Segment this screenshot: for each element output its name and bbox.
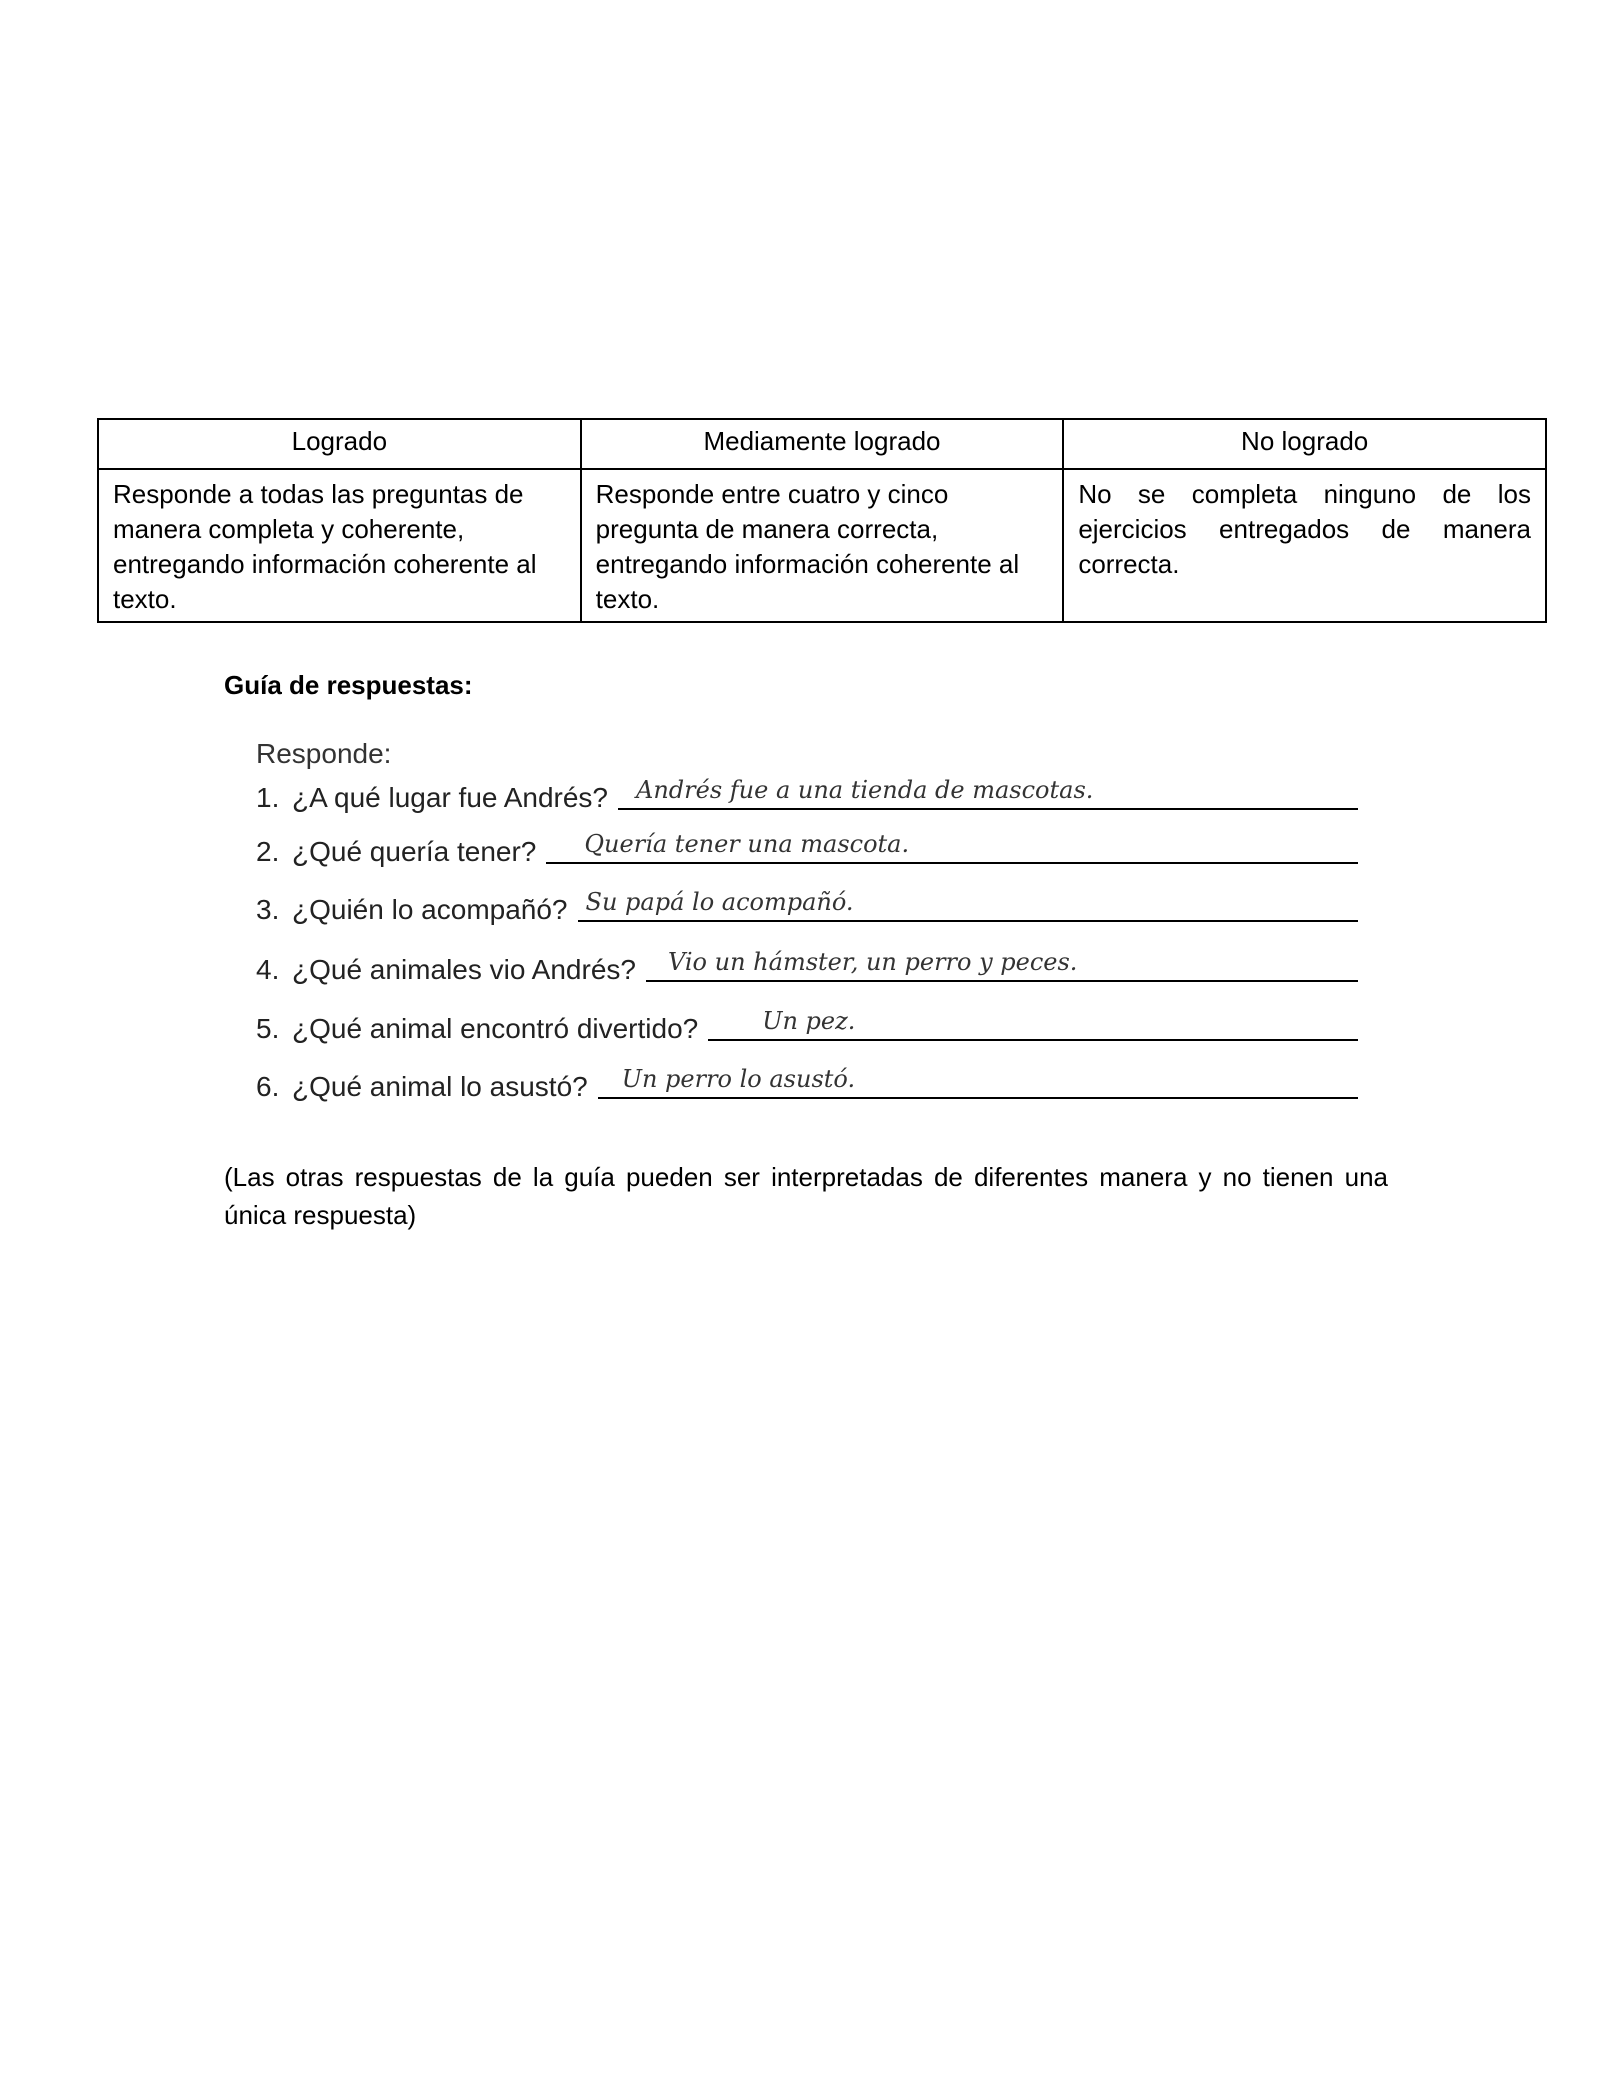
handwritten-answer: Andrés fue a una tienda de mascotas. (636, 776, 1094, 804)
answer-line (598, 1061, 1358, 1099)
question-item-3 (256, 886, 1358, 926)
question-text: ¿Qué animales vio Andrés? (292, 954, 636, 985)
handwritten-answer: Quería tener una mascota. (584, 830, 910, 858)
question-item-5 (256, 1005, 1358, 1045)
question-item-4 (256, 946, 1358, 986)
rubric-header-mediamente-logrado: Mediamente logrado (581, 419, 1064, 469)
question-text: ¿Qué quería tener? (292, 836, 537, 867)
rubric-cell-mediamente-logrado: Responde entre cuatro y cinco pregunta de manera correcta, entregando información coherente al texto. (581, 469, 1064, 622)
question-number: 5. (256, 1013, 280, 1044)
rubric-header-logrado: Logrado (98, 419, 581, 469)
answer-line (618, 772, 1358, 810)
question-text: ¿Quién lo acompañó? (292, 894, 568, 925)
rubric-cell-logrado: Responde a todas las preguntas de manera completa y coherente, entregando información coherente al texto. (98, 469, 581, 622)
question-number: 2. (256, 836, 280, 867)
question-number: 6. (256, 1071, 280, 1102)
question-item-2 (256, 828, 1358, 868)
guide-note: (Las otras respuestas de la guía pueden ser interpretadas de diferentes manera y no tienen una única respuesta) (224, 1162, 1388, 1230)
handwritten-answer: Vio un hámster, un perro y peces. (667, 948, 1078, 976)
question-item-1 (256, 774, 1358, 814)
guide-title: Guía de respuestas: (224, 670, 473, 700)
question-number: 3. (256, 894, 280, 925)
question-number: 4. (256, 954, 280, 985)
question-item-6 (256, 1063, 1358, 1103)
answer-line (708, 1003, 1358, 1041)
question-text: ¿A qué lugar fue Andrés? (292, 782, 608, 813)
question-number: 1. (256, 782, 280, 813)
question-text: ¿Qué animal lo asustó? (292, 1071, 588, 1102)
rubric-header-row (98, 419, 1546, 469)
rubric-cell-no-logrado: No se completa ninguno de los ejercicios entregados de manera correcta. (1063, 469, 1546, 622)
answer-line (578, 884, 1358, 922)
rubric-table (97, 418, 1547, 623)
question-text: ¿Qué animal encontró divertido? (292, 1013, 699, 1044)
handwritten-answer: Un perro lo asustó. (621, 1065, 856, 1093)
answer-line (646, 944, 1358, 982)
rubric-criteria-row (98, 469, 1546, 622)
handwritten-answer: Un pez. (762, 1007, 856, 1035)
answer-line (546, 826, 1358, 864)
guide-instruction: Responde: (256, 738, 392, 769)
handwritten-answer: Su papá lo acompañó. (585, 888, 854, 916)
rubric-header-no-logrado: No logrado (1063, 419, 1546, 469)
